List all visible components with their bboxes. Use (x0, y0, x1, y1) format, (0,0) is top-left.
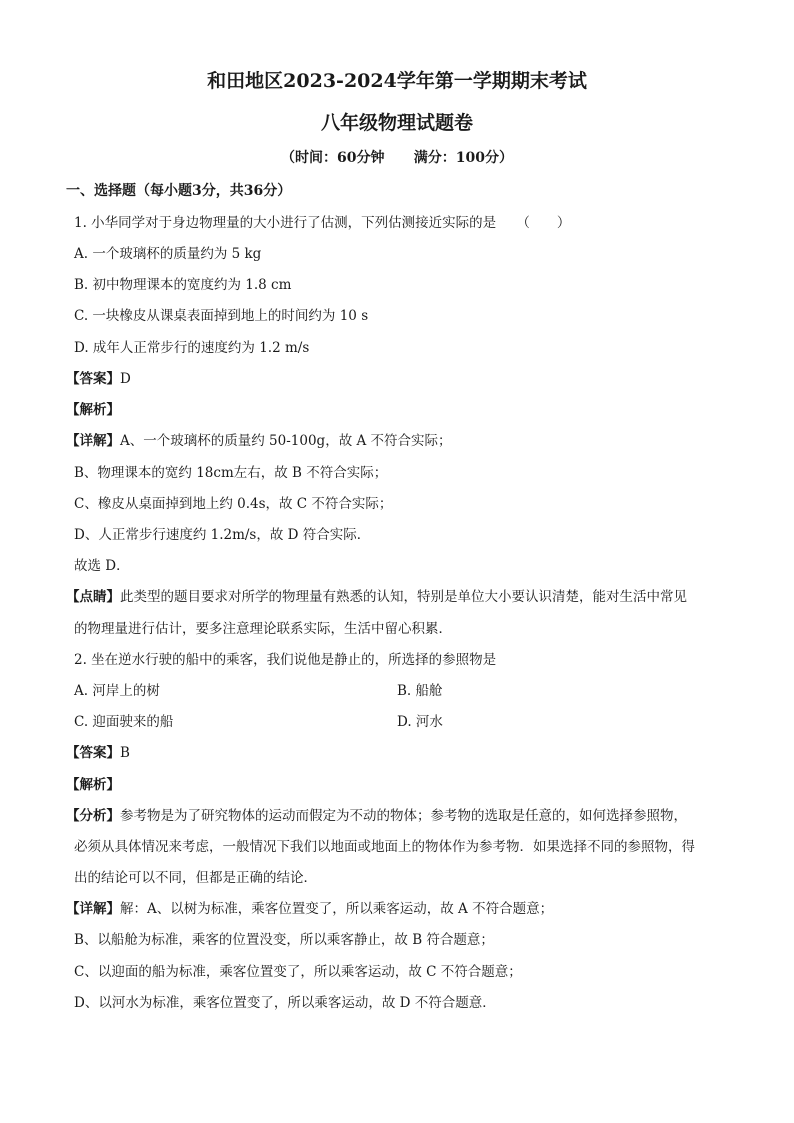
q1-analysis-tag: 【解析】 (66, 402, 120, 418)
q1-comment-line-2: 的物理量进行估计，要多注意理论联系实际，生活中留心积累． (74, 621, 452, 637)
q1-detail-line-3: C、橡皮从桌面掉到地上约 0.4s，故 C 不符合实际； (74, 496, 393, 512)
q1-detail-text-1: A、一个玻璃杯的质量约 50-100g，故 A 不符合实际； (120, 433, 452, 449)
q1-detail-tag: 【详解】 (66, 433, 120, 449)
q1-answer-tag: 【答案】 (66, 371, 120, 387)
q1-comment-line-1 (66, 587, 716, 607)
exam-subtitle: 八年级物理试题卷 (320, 112, 473, 134)
q2-option-c: C. 迎面驶来的船 (74, 714, 174, 730)
q2-answer-tag: 【答案】 (66, 745, 120, 761)
q2-detail-line-1 (66, 899, 716, 919)
q2-option-b: B. 船舱 (397, 683, 443, 699)
q1-answer-value: D (120, 371, 131, 387)
q2-option-d: D. 河水 (397, 714, 443, 730)
q2-detail-line-3: C、以迎面的船为标准，乘客位置变了，所以乘客运动，故 C 不符合题意； (74, 964, 522, 980)
q2-detail-line-4: D、以河水为标准，乘客位置变了，所以乘客运动，故 D 不符合题意． (74, 995, 496, 1011)
q2-answer-value: B (120, 745, 130, 761)
exam-meta: （时间：60分钟 满分：100分） (281, 150, 513, 166)
q1-detail-line-4: D、人正常步行速度约 1.2m/s，故 D 符合实际． (74, 527, 371, 543)
q2-analysis2-tag: 【分析】 (66, 808, 120, 824)
q1-comment-text-1: 此类型的题目要求对所学的物理量有熟悉的认知，特别是单位大小要认识清楚，能对生活中常见 (120, 589, 687, 605)
q2-analysis-text-1: 参考物是为了研究物体的运动而假定为不动的物体；参考物的选取是任意的，如何选择参照物， (120, 808, 687, 824)
q2-answer (66, 743, 716, 763)
q1-detail-line-5: 故选 D． (74, 558, 130, 574)
exam-title: 和田地区2023-2024学年第一学期期末考试 (207, 70, 587, 92)
q2-detail-tag: 【详解】 (66, 901, 120, 917)
q1-answer (66, 369, 716, 389)
q2-detail-line-2: B、以船舱为标准，乘客的位置没变，所以乘客静止，故 B 符合题意； (74, 932, 494, 948)
q1-option-b: B. 初中物理课本的宽度约为 1.8 cm (74, 277, 292, 293)
q1-stem: 1. 小华同学对于身边物理量的大小进行了估测，下列估测接近实际的是 （ ） (74, 215, 571, 231)
q2-analysis-tag: 【解析】 (66, 777, 120, 793)
q1-option-a: A. 一个玻璃杯的质量约为 5 kg (74, 246, 262, 262)
q2-analysis-line-2: 必须从具体情况来考虑，一般情况下我们以地面或地面上的物体作为参考物．如果选择不同的参照物，得 (74, 839, 695, 855)
q2-analysis-line-1 (66, 806, 716, 826)
q2-analysis-line-3: 出的结论可以不同，但都是正确的结论． (74, 870, 317, 886)
q1-detail-line-2: B、物理课本的宽约 18cm左右，故 B 不符合实际； (74, 465, 388, 481)
q2-option-a: A. 河岸上的树 (74, 683, 160, 699)
q1-option-d: D. 成年人正常步行的速度约为 1.2 m/s (74, 340, 310, 356)
q2-detail-text-1: 解：A、以树为标准，乘客位置变了，所以乘客运动，故 A 不符合题意； (120, 901, 554, 917)
q1-option-c: C. 一块橡皮从课桌表面掉到地上的时间约为 10 s (74, 308, 369, 324)
section-heading: 一、选择题（每小题3分，共36分） (66, 183, 292, 199)
q1-detail-line-1 (66, 431, 716, 451)
q2-stem: 2. 坐在逆水行驶的船中的乘客，我们说他是静止的，所选择的参照物是 (74, 652, 497, 668)
q1-comment-tag: 【点睛】 (66, 589, 120, 605)
